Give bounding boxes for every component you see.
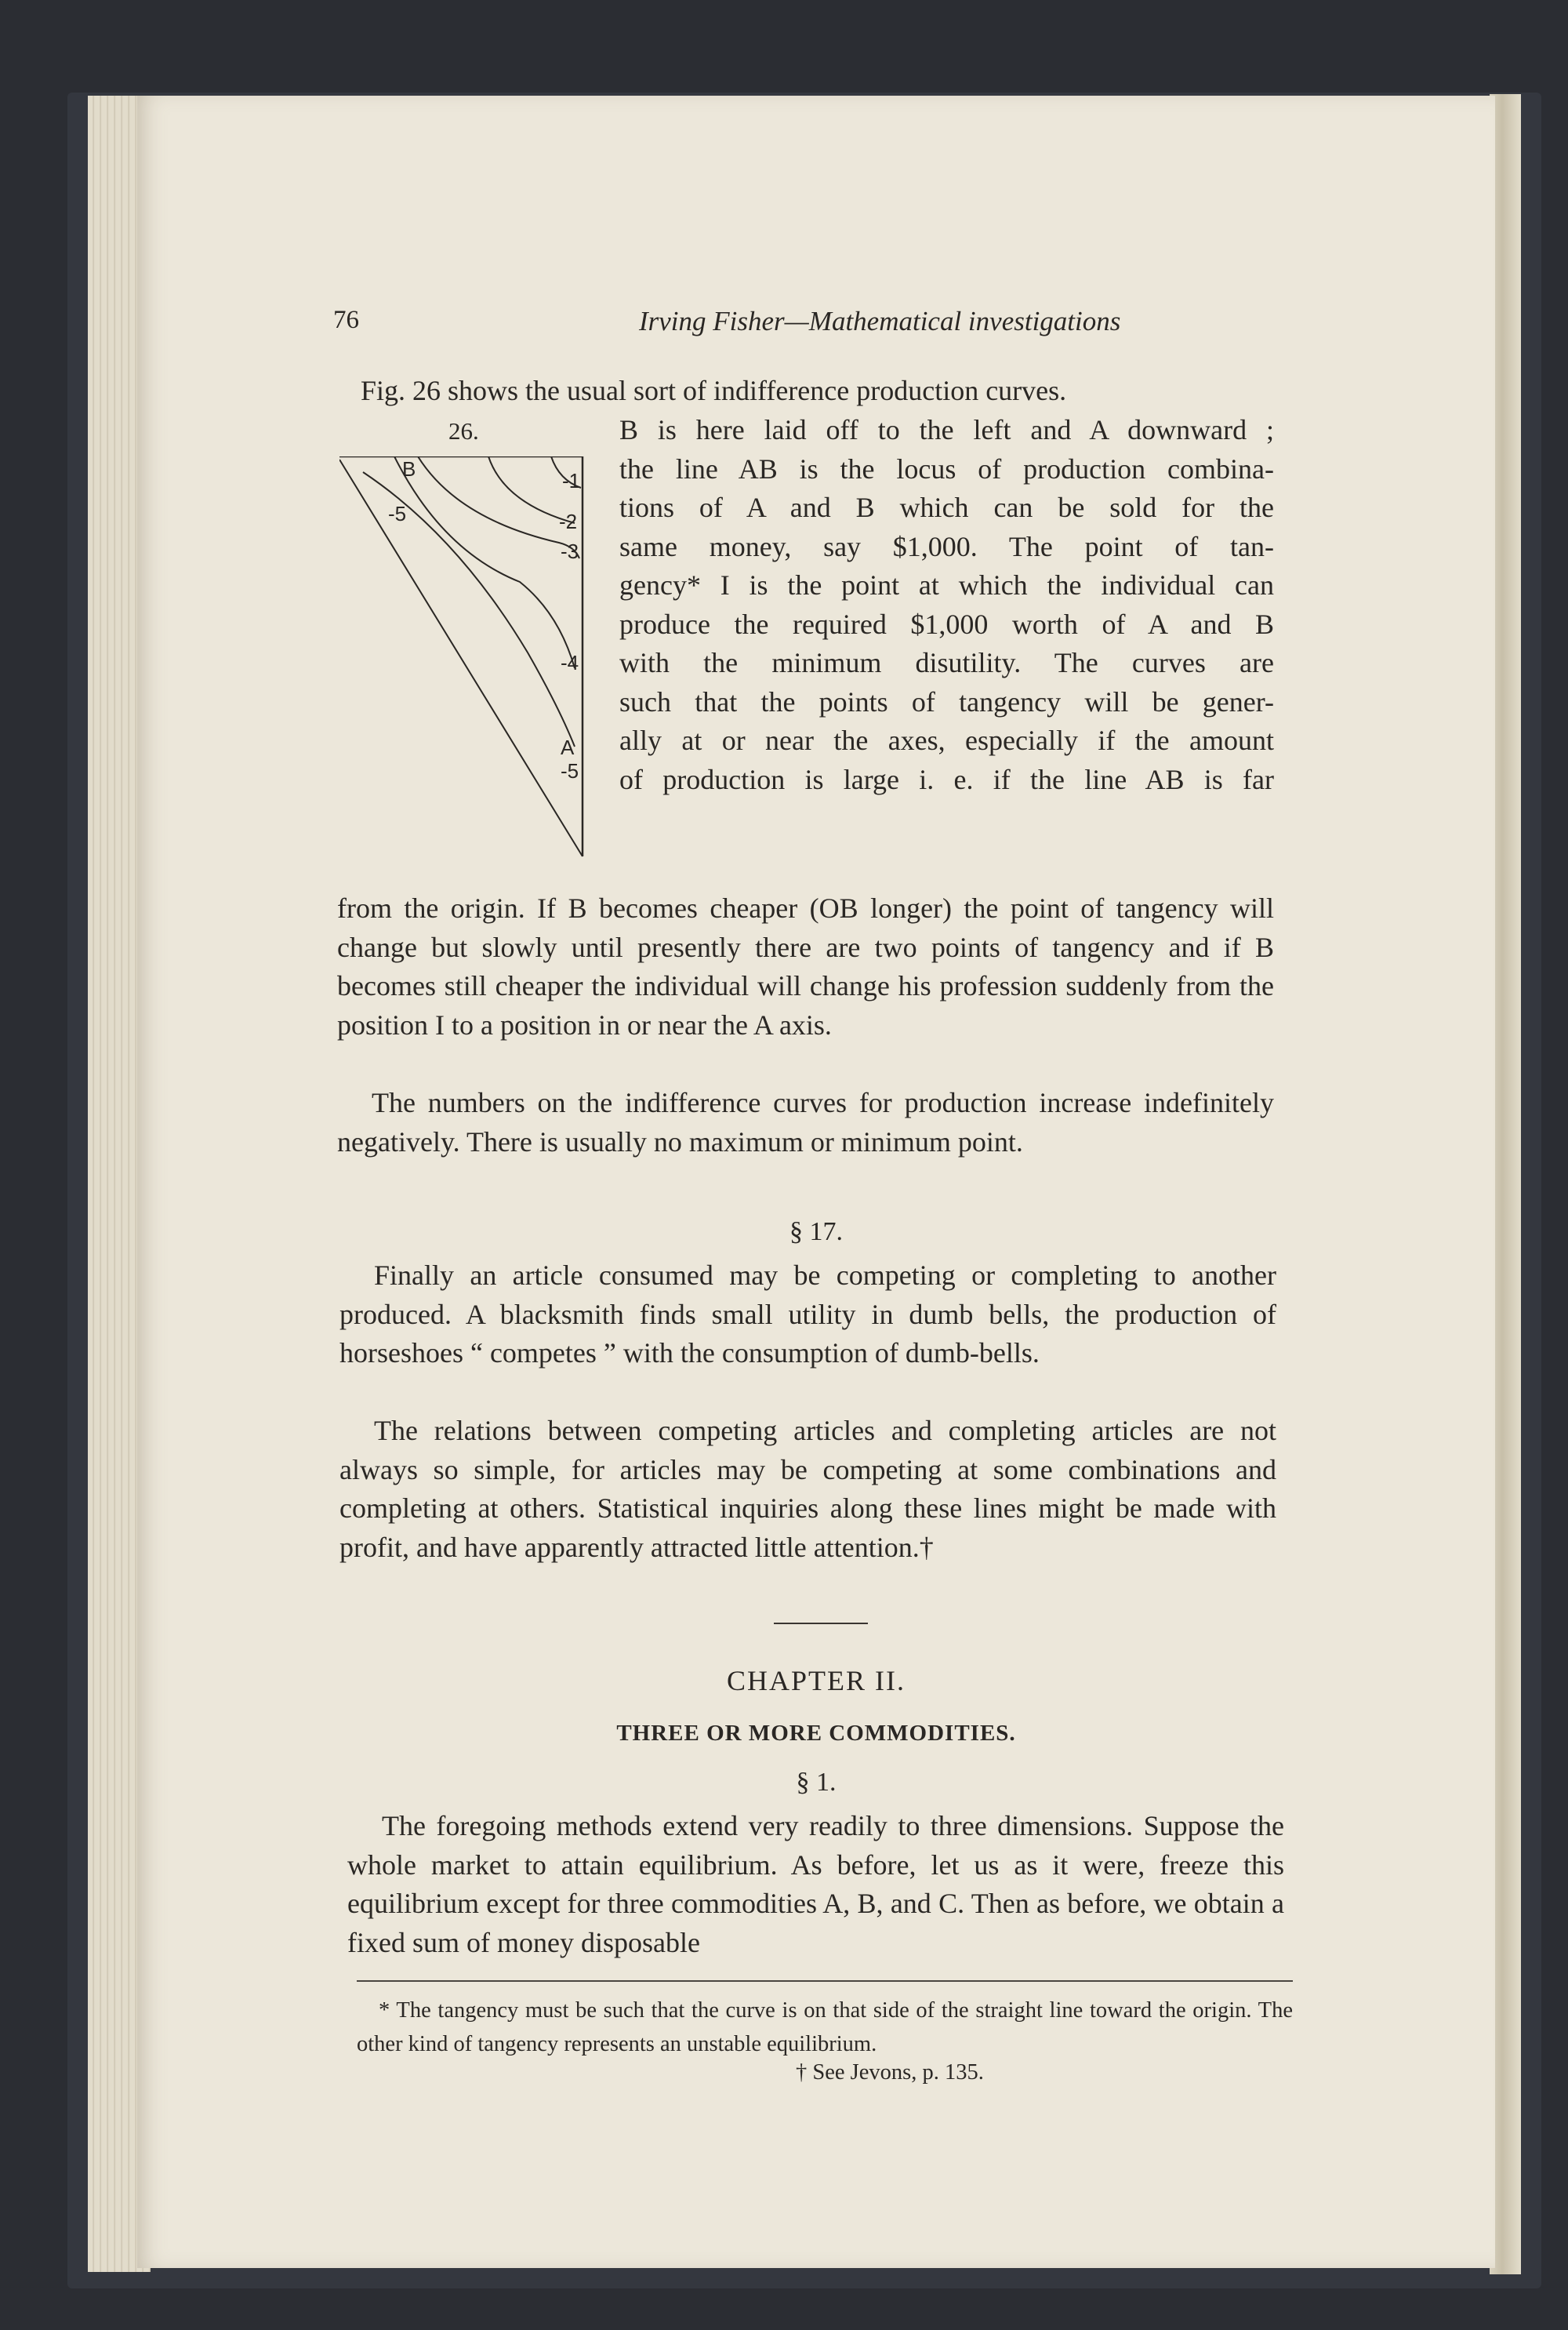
wrap-line: tions of A and B which can be sold for the — [619, 492, 1274, 523]
paragraph-1-rest: from the origin. If B becomes cheaper (OB longer) the point of tangency will change but slowly until presently there are two points of tangency and if B becomes still cheaper the individual will change his profession suddenly from the position I to a position in or near the A axis. — [337, 892, 1274, 1041]
paragraph-1-first-line: Fig. 26 shows the usual sort of indifference production curves. — [361, 375, 1067, 406]
wrap-line: of production is large i. e. if the line AB is far — [619, 763, 1274, 795]
wrap-line: same money, say $1,000. The point of tan- — [619, 530, 1274, 562]
label-minus-1: -1 — [562, 469, 581, 493]
footnote-star-text: * The tangency must be such that the curve is on that side of the straight line toward the origin. The other kind of tangency represents an unstable equilibrium. — [357, 1998, 1293, 2056]
chapter-subtitle: THREE OR MORE COMMODITIES. — [616, 1721, 1016, 1746]
running-title: Irving Fisher—Mathematical investigations — [639, 306, 1121, 336]
wrap-line: such that the points of tangency will be gener- — [619, 685, 1274, 718]
label-minus-3: -3 — [561, 540, 579, 563]
line-AB — [339, 460, 583, 856]
section-17-heading: § 17. — [789, 1217, 843, 1246]
paragraph-2: The numbers on the indifference curves for production increase indefinitely negatively. There is usually no maximum or minimum point. — [337, 1087, 1274, 1158]
label-minus-5-right: -5 — [561, 759, 579, 783]
paragraph-1-wrap — [619, 411, 1274, 799]
wrap-line: with the minimum disutility. The curves are — [619, 647, 1274, 678]
book-page — [137, 96, 1495, 2268]
section-1-heading: § 1. — [796, 1768, 837, 1797]
paragraph-5: The foregoing methods extend very readily to three dimensions. Suppose the whole market to attain equilibrium. As before, let us as it were, freeze this equilibrium except for three commodities A, B, and C. Then as before, we obtain a fixed sum of money disposable — [347, 1810, 1284, 1958]
page-header — [333, 306, 1258, 353]
paragraph-4: The relations between competing articles and completing articles are not always so simple, for articles may be competing at some combinations and completing at others. Statistical inquiries along these lines might be made with profit, and have apparently attracted little attention.† — [339, 1415, 1276, 1563]
page-number: 76 — [333, 306, 359, 334]
page-content — [137, 96, 1495, 2268]
curve-minus-3 — [418, 456, 579, 558]
footnote-star — [357, 1994, 1293, 2061]
label-A: A — [561, 736, 575, 759]
label-minus-5-left: -5 — [388, 502, 407, 525]
label-minus-4: -4 — [561, 651, 579, 674]
wrap-line: the line AB is the locus of production combina- — [619, 453, 1274, 485]
wrap-line: B is here laid off to the left and A downward ; — [619, 414, 1274, 445]
chapter-title: CHAPTER II. — [727, 1665, 906, 1696]
paragraph-3: Finally an article consumed may be competing or completing to another produced. A blacksmith finds small utility in dumb bells, the production of horseshoes “ competes ” with the consumption of dumb-bells. — [339, 1260, 1276, 1369]
indifference-production-curves-figure — [339, 456, 606, 872]
chapter-divider-rule — [774, 1623, 868, 1624]
footnote-rule — [357, 1980, 1293, 1982]
label-minus-2: -2 — [559, 510, 578, 533]
figure-caption-label: 26. — [448, 417, 479, 445]
footnote-dagger: † See Jevons, p. 135. — [796, 2060, 984, 2085]
wrap-line: gency* I is the point at which the individual can — [619, 569, 1274, 601]
curve-minus-4 — [394, 456, 578, 668]
wrap-line: produce the required $1,000 worth of A and B — [619, 608, 1274, 640]
wrap-line: ally at or near the axes, especially if the amount — [619, 725, 1274, 756]
label-B: B — [402, 457, 416, 481]
